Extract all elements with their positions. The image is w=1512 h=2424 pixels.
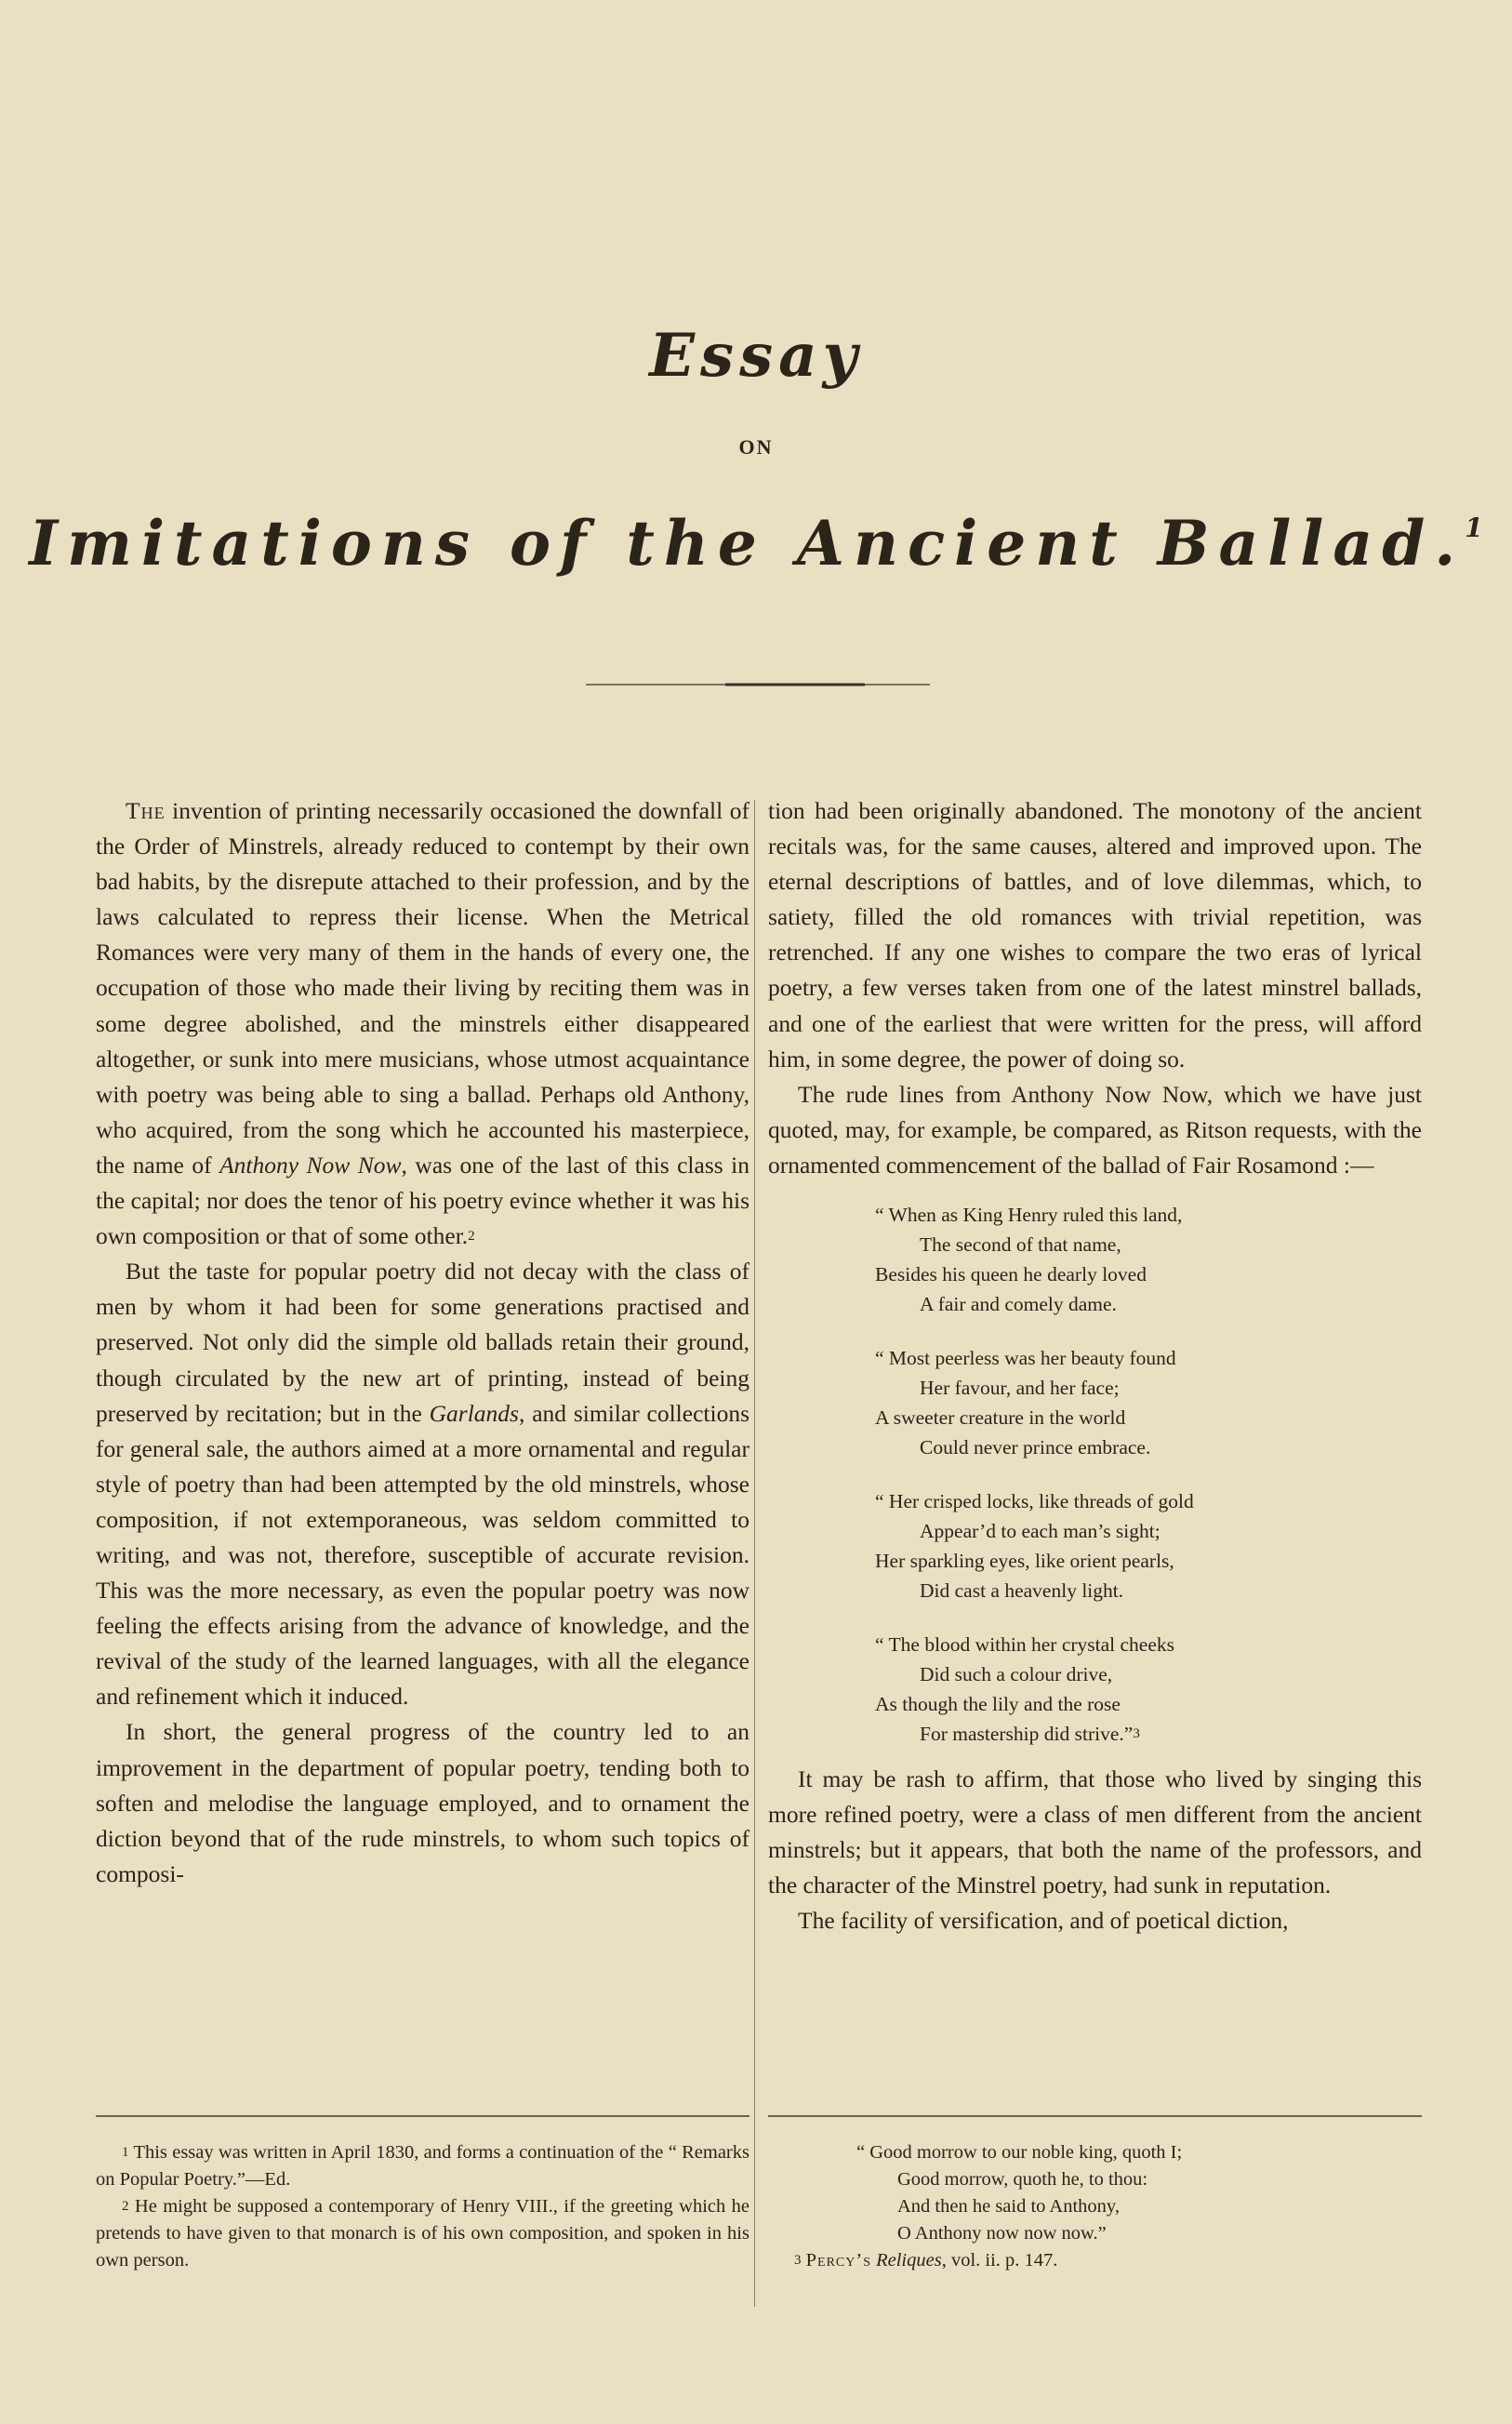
stanza (875, 1343, 1422, 1462)
verse-line: A sweeter creature in the world (875, 1406, 1126, 1430)
verse-line: “ The blood within her crystal cheeks (875, 1633, 1175, 1657)
paragraph (96, 1254, 749, 1714)
verse-line: The second of that name, (920, 1233, 1121, 1257)
footnotes-right (768, 2139, 1422, 2274)
heading-note-ref: 1 (1465, 513, 1483, 543)
footnote-number: 2 (122, 2199, 129, 2214)
verse-line: “ When as King Henry ruled this land, (875, 1204, 1183, 1227)
paragraph-text: , and similar collections for general sale, the authors aimed at a more ornamental and regular style of poetry than had been attempted by the old minstrels, whose composition, if not extemporaneous, was seldom committed to writing, and was not, therefore, susceptible of accurate revision. This was the more necessary, as even the popular poetry was now feeling the effects arising from the advance of knowledge, and the revival of the study of the learned languages, with all the elegance and refinement which it induced. (96, 1399, 749, 1711)
footnote (96, 2193, 749, 2274)
heading-title (0, 507, 1512, 579)
paragraph: tion had been originally abandoned. The monotony of the ancient recitals was, for the same causes, altered and improved upon. The eternal descriptions of battles, and of love dilemmas, which, to satiety, filled the old romances with trivial repetition, was retrenched. If any one wishes to compare the two eras of lyrical poetry, a few verses taken from one of the latest minstrel ballads, and one of the earliest that were written for the press, will afford him, in some degree, the power of doing so. (768, 797, 1422, 1072)
heading-on: ON (738, 435, 774, 459)
verse-line: Her favour, and her face; (920, 1377, 1120, 1400)
footnote (768, 2247, 1422, 2274)
stanza (875, 1630, 1422, 1749)
footnote-number: 1 (122, 2145, 129, 2160)
drop-word: The (126, 797, 166, 824)
verse-line: Did cast a heavenly light. (920, 1579, 1124, 1603)
verse-line: O Anthony now now now.” (897, 2223, 1107, 2244)
stanza (875, 1486, 1422, 1605)
verse-line: “ Most peerless was her beauty found (875, 1347, 1176, 1370)
verse-line (875, 1719, 1422, 1749)
italic-name: Anthony Now Now (219, 1151, 402, 1179)
verse-line: Besides his queen he dearly loved (875, 1263, 1147, 1286)
footnote-title: Reliques (876, 2250, 942, 2271)
footnote-location: , vol. ii. p. 147. (941, 2250, 1058, 2271)
footnote-rule-right (768, 2115, 1422, 2117)
footnote-text: This essay was written in April 1830, and forms a continuation of the “ Remarks on Popular Poetry.”—Ed. (96, 2142, 749, 2190)
stanza (875, 1200, 1422, 1319)
footnote-ref: 2 (468, 1229, 475, 1245)
paragraph-text: But the taste for popular poetry did not decay with the class of men by whom it had been for some generations practised and preserved. Not only did the simple old ballads retain their ground, though circulated by the new art of printing, instead of being preserved by recitation; but in the (96, 1258, 749, 1427)
paragraph: The facility of versification, and of poetical diction, (798, 1907, 1289, 1935)
footnotes-left (96, 2139, 749, 2274)
footnote (96, 2139, 749, 2193)
verse-line: And then he said to Anthony, (897, 2196, 1120, 2217)
verse-line: Her sparkling eyes, like orient pearls, (875, 1550, 1174, 1573)
footnote-rule-left (96, 2115, 749, 2117)
right-column (768, 793, 1422, 1939)
footnote-verse (856, 2139, 1422, 2247)
paragraph: The rude lines from Anthony Now Now, which we have just quoted, may, for example, be compared, as Ritson requests, with the ornamented commencement of the ballad of Fair Rosamond :— (768, 1080, 1422, 1179)
column-divider (754, 800, 755, 2307)
footnote-number: 3 (794, 2253, 802, 2268)
verse-line: “ Good morrow to our noble king, quoth I; (856, 2142, 1183, 2163)
heading-title-text: Imitations of the Ancient Ballad. (29, 507, 1466, 579)
paragraph (96, 793, 749, 1254)
verse-line-text: For mastership did strive.” (920, 1723, 1134, 1746)
title-rule-ornament (586, 682, 930, 687)
italic-title: Garlands (429, 1399, 519, 1427)
paragraph-text: , was one of the last of this class in the capital; nor does the tenor of his poetry evince whether it was his own composition or that of some other. (96, 1151, 749, 1250)
verse-line: Good morrow, quoth he, to thou: (897, 2169, 1148, 2190)
verse-line: Did such a colour drive, (920, 1663, 1113, 1686)
verse-line: As though the lily and the rose (875, 1693, 1121, 1716)
verse-line: Could never prince embrace. (920, 1436, 1151, 1459)
paragraph: It may be rash to affirm, that those who lived by singing this more refined poetry, were a class of men different from the ancient minstrels; but it appears, that both the name of the professors, and the character of the Minstrel poetry, had sunk in reputation. (768, 1765, 1422, 1899)
footnote-ref: 3 (1133, 1726, 1140, 1742)
paragraph: In short, the general progress of the country led to an improvement in the department of popular poetry, tending both to soften and melodise the language employed, and to ornament the diction beyond that of the rude minstrels, to whom such topics of composi- (96, 1718, 749, 1887)
verse-line: A fair and comely dame. (920, 1293, 1117, 1316)
paragraph-text: invention of printing necessarily occasioned the downfall of the Order of Minstrels, already reduced to contempt by their own bad habits, by the disrepute attached to their profession, and by the laws calculated to repress their license. When the Metrical Romances were very many of them in the hands of every one, the occupation of those who made their living by reciting them was in some degree abolished, and the minstrels either disappeared altogether, or sunk into mere musicians, whose utmost acquaintance with poetry was being able to sing a ballad. Perhaps old Anthony, who acquired, from the song which he accounted his masterpiece, the name of (96, 797, 749, 1179)
verse-line: “ Her crisped locks, like threads of gold (875, 1490, 1194, 1513)
ballad-verse (875, 1200, 1422, 1749)
heading-essay: Essay (649, 321, 863, 391)
verse-line: Appear’d to each man’s sight; (920, 1520, 1161, 1543)
left-column (96, 793, 749, 1892)
footnote-text: He might be supposed a contemporary of Henry VIII., if the greeting which he pretends to have given to that monarch is of his own composition, and spoken in his own person. (96, 2196, 750, 2271)
footnote-author: Percy’s (805, 2250, 871, 2271)
